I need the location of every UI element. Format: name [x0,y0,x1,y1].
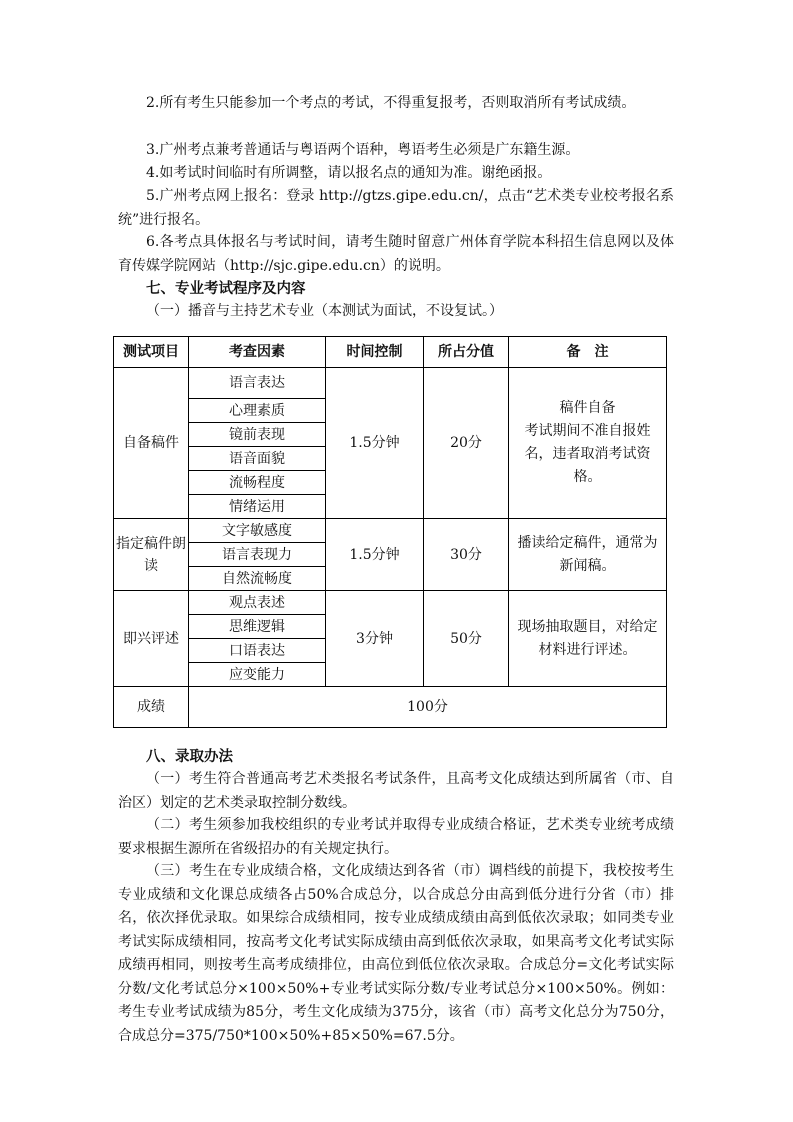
header-factors: 考查因素 [189,337,326,368]
paragraph-rule-4: 4.如考试时间临时有所调整，请以报名点的通知为准。谢绝函报。 [146,165,552,181]
row2-item: 指定稿件朗读 [114,519,189,591]
row3-score: 50分 [424,591,509,687]
row2-factor: 语言表现力 [189,543,326,567]
row1-time: 1.5分钟 [326,368,424,519]
total-label: 成绩 [114,687,189,728]
row2-note: 播读给定稿件，通常为新闻稿。 [509,519,667,591]
paragraph-rule-2: 2.所有考生只能参加一个考点的考试，不得重复报考，否则取消所有考试成绩。 [146,95,636,111]
header-time: 时间控制 [326,337,424,368]
paragraph-rule-5: 5.广州考点网上报名：登录 http://gtzs.gipe.edu.cn/，点击“艺术类专业校考报名系统”进行报名。 [118,188,674,228]
row1-note: 稿件自备 考试期间不准自报姓名，违者取消考试资格。 [509,368,667,519]
table-header-row [114,337,667,368]
exam-table [113,336,667,728]
table-total-row [114,687,667,728]
paragraph-rule-6: 6.各考点具体报名与考试时间，请考生随时留意广州体育学院本科招生信息网以及体育传媒学院网站（http://sjc.gipe.edu.cn）的说明。 [118,234,674,274]
total-value: 100分 [189,687,667,728]
row2-score: 30分 [424,519,509,591]
row1-factor: 语言表达 [189,368,326,399]
table-row [114,591,667,615]
row1-factor: 语音面貌 [189,447,326,471]
table-row [114,368,667,399]
table-row [114,519,667,543]
row2-time: 1.5分钟 [326,519,424,591]
row2-factor: 自然流畅度 [189,567,326,591]
paragraph-admission-1: （一）考生符合普通高考艺术类报名考试条件，且高考文化成绩达到所属省（市、自治区）划定的艺术类录取控制分数线。 [118,771,674,811]
row1-factor: 情绪运用 [189,495,326,519]
row3-time: 3分钟 [326,591,424,687]
row3-item: 即兴评述 [114,591,189,687]
row3-factor: 思维逻辑 [189,615,326,639]
header-score: 所占分值 [424,337,509,368]
section-8-heading: 八、录取办法 [146,748,233,765]
row2-factor: 文字敏感度 [189,519,326,543]
row1-score: 20分 [424,368,509,519]
row3-factor: 应变能力 [189,663,326,687]
paragraph-rule-3: 3.广州考点兼考普通话与粤语两个语种，粤语考生必须是广东籍生源。 [146,142,580,158]
section-7-subheading: （一）播音与主持艺术专业（本测试为面试，不设复试。） [146,303,503,319]
row3-factor: 观点表述 [189,591,326,615]
header-note: 备 注 [509,337,667,368]
paragraph-admission-2: （二）考生须参加我校组织的专业考试并取得专业成绩合格证，艺术类专业统考成绩要求根据生源所在省级招办的有关规定执行。 [118,817,674,857]
row1-factor: 镜前表现 [189,423,326,447]
row3-note: 现场抽取题目，对给定材料进行评述。 [509,591,667,687]
paragraph-admission-3: （三）考生在专业成绩合格，文化成绩达到各省（市）调档线的前提下，我校按考生专业成绩和文化课总成绩各占50%合成总分，以合成总分由高到低分进行分省（市）排名，依次择优录取。如果综合成绩相同，按专业成绩成绩由高到低依次录取；如同类专业考试实际成绩相同，按高考文化考试实际成绩由高到低依次录取，如果高考文化考试实际成绩再相同，则按考生高考成绩排位，由高位到低位依次录取。合成总分=文化考试实际分数/文化考试总分×100×50%+专业考试实际分数/专业考试总分×100×50%。例如：考生专业考试成绩为85分，考生文化成绩为375分，该省（市）高考文化总分为750分，合成总分=375/750*100×50%+85×50%=67.5分。 [118,863,674,1044]
row1-factor: 流畅程度 [189,471,326,495]
row3-factor: 口语表达 [189,639,326,663]
header-test-item: 测试项目 [114,337,189,368]
row1-item: 自备稿件 [114,368,189,519]
row1-factor: 心理素质 [189,399,326,423]
section-7-heading: 七、专业考试程序及内容 [146,280,306,297]
